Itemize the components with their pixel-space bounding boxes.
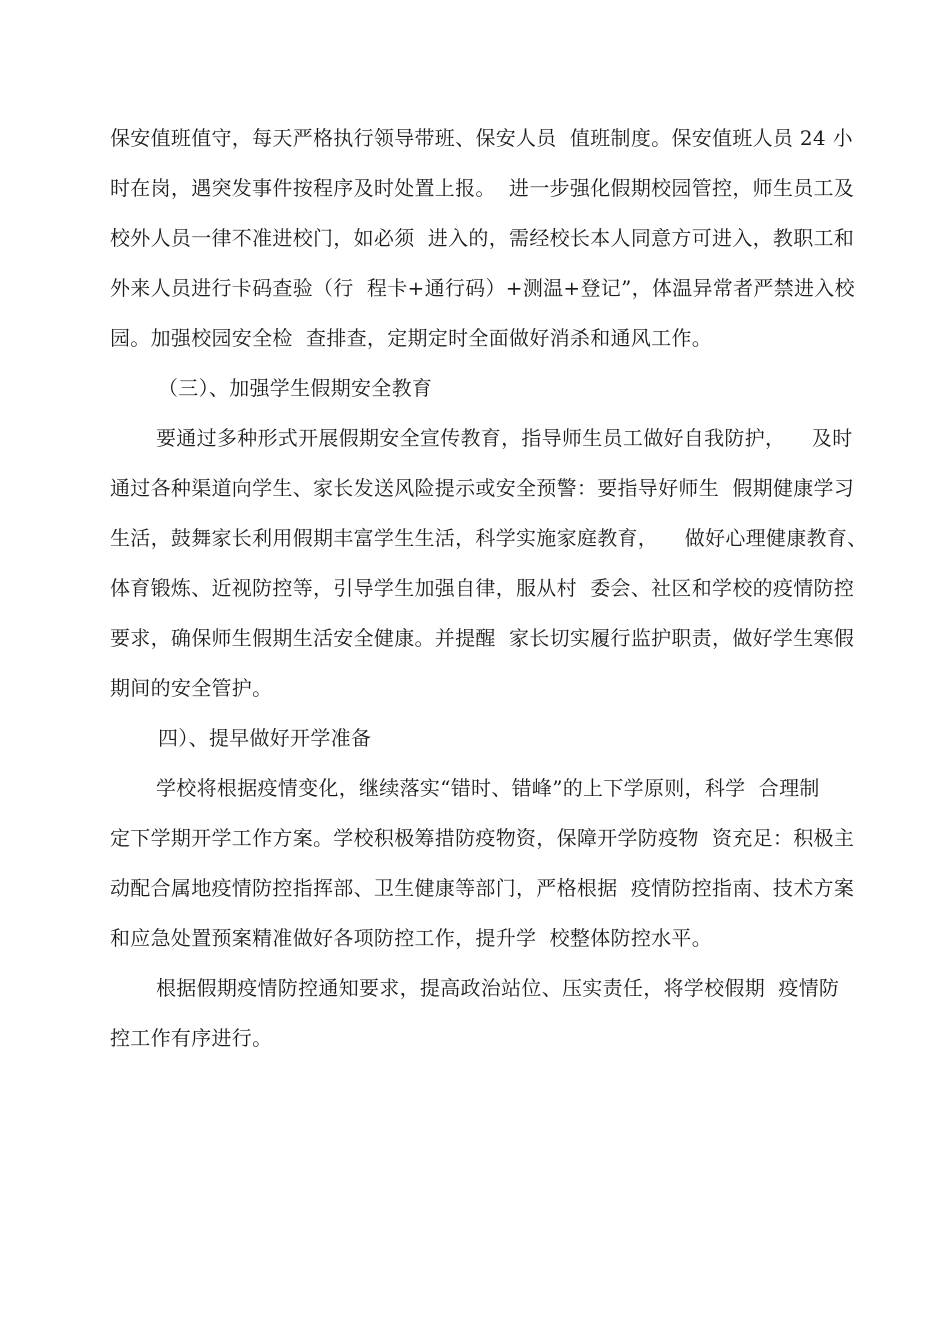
text-line: 学校将根据疫情变化，继续落实“错时、错峰”的上下学原则，科学 合理制 xyxy=(156,776,820,800)
text-line: 体育锻炼、近视防控等，引导学生加强自律，服从村 委会、社区和学校的疫情防控 xyxy=(110,576,855,600)
text-line: 保安值班值守，每天严格执行领导带班、保安人员 值班制度。保安值班人员 24 小 xyxy=(110,126,853,150)
section-heading-4: 四）、提早做好开学准备 xyxy=(158,726,372,750)
text-line: 期间的安全管护。 xyxy=(110,676,273,700)
text-line: 生活，鼓舞家长利用假期丰富学生生活，科学实施家庭教育， 做好心理健康教育、 xyxy=(110,526,868,550)
text-line: 校外人员一律不准进校门，如必须 进入的，需经校长本人同意方可进入，教职工和 xyxy=(110,226,855,250)
text-line: 时在岗，遇突发事件按程序及时处置上报。 进一步强化假期校园管控，师生员工及 xyxy=(110,176,855,200)
section-heading-3: （三）、加强学生假期安全教育 xyxy=(158,376,433,400)
text-line: 通过各种渠道向学生、家长发送风险提示或安全预警：要指导好师生 假期健康学习 xyxy=(110,476,855,500)
text-line: 要通过多种形式开展假期安全宣传教育，指导师生员工做好自我防护， 及时 xyxy=(156,426,853,450)
text-line: 根据假期疫情防控通知要求，提高政治站位、压实责任，将学校假期 疫情防 xyxy=(156,976,840,1000)
text-line: 控工作有序进行。 xyxy=(110,1026,273,1050)
text-line: 园。加强校园安全检 查排查，定期定时全面做好消杀和通风工作。 xyxy=(110,326,713,350)
text-line: 外来人员进行卡码查验（行 程卡+通行码）+测温+登记”，体温异常者严禁进入校 xyxy=(110,276,855,300)
text-line: 动配合属地疫情防控指挥部、卫生健康等部门，严格根据 疫情防控指南、技术方案 xyxy=(110,876,855,900)
text-line: 要求，确保师生假期生活安全健康。并提醒 家长切实履行监护职责，做好学生寒假 xyxy=(110,626,855,650)
text-line: 和应急处置预案精准做好各项防控工作，提升学 校整体防控水平。 xyxy=(110,926,713,950)
text-line: 定下学期开学工作方案。学校积极筹措防疫物资，保障开学防疫物 资充足：积极主 xyxy=(110,826,855,850)
